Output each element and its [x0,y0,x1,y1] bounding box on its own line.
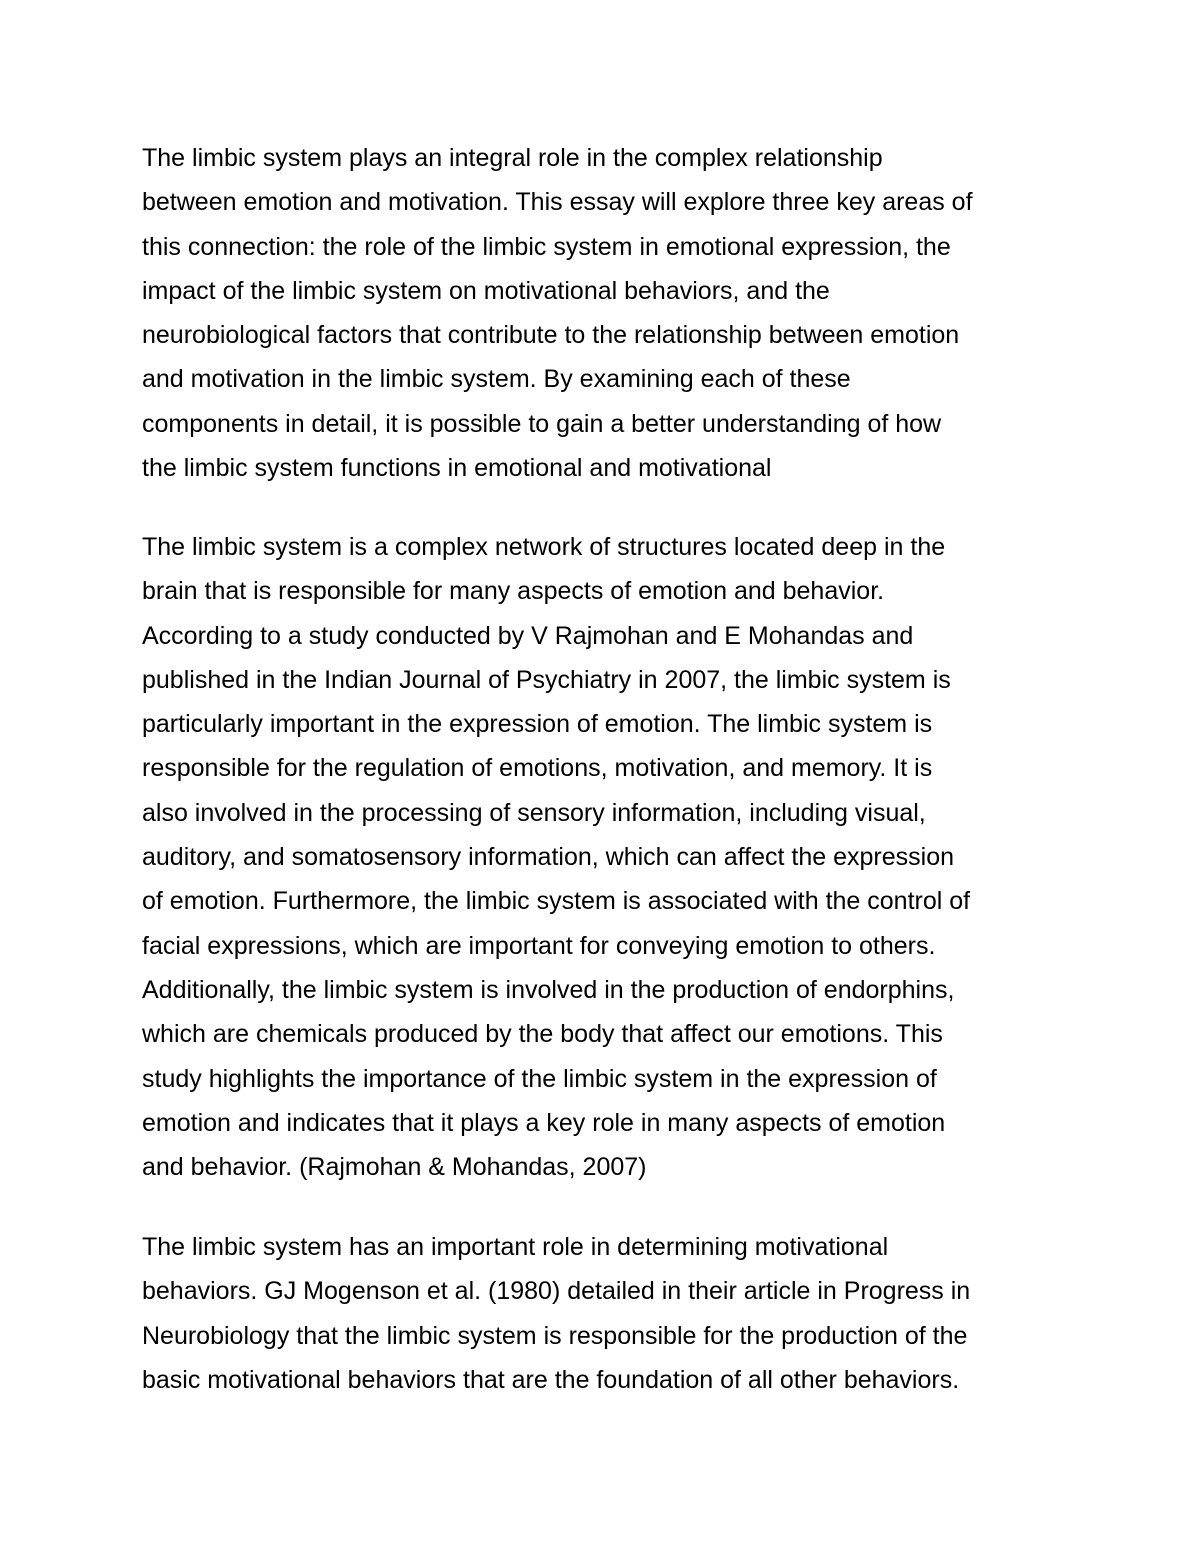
paragraph-line: published in the Indian Journal of Psychiatry in 2007, the limbic system is [142,665,951,694]
paragraph-line: which are chemicals produced by the body that affect our emotions. This [142,1020,943,1049]
paragraph-line: particularly important in the expression of emotion. The limbic system is [142,710,933,739]
paragraph-line: responsible for the regulation of emotions, motivation, and memory. It is [142,754,933,783]
paragraph-line: neurobiological factors that contribute to the relationship between emotion [142,321,960,350]
paragraph-line: the limbic system functions in emotional and motivational [142,454,772,483]
paragraph-emotional-expression [142,525,1072,1189]
paragraph-line: impact of the limbic system on motivational behaviors, and the [142,276,830,305]
paragraph-line: The limbic system plays an integral role in the complex relationship [142,144,883,172]
paragraph-line: behaviors. GJ Mogenson et al. (1980) detailed in their article in Progress in [142,1277,971,1306]
paragraph-introduction [142,136,1072,490]
paragraph-motivational-behaviors [142,1225,1072,1402]
paragraph-line: this connection: the role of the limbic system in emotional expression, the [142,232,951,261]
paragraph-line: The limbic system has an important role in determining motivational [142,1233,889,1261]
paragraph-line: facial expressions, which are important for conveying emotion to others. [142,931,936,960]
paragraph-line: auditory, and somatosensory information, which can affect the expression [142,843,955,872]
paragraph-line: and behavior. (Rajmohan & Mohandas, 2007) [142,1153,647,1182]
paragraph-line: also involved in the processing of sensory information, including visual, [142,798,926,827]
paragraph-line: study highlights the importance of the limbic system in the expression of [142,1064,937,1093]
paragraph-line: According to a study conducted by V Rajmohan and E Mohandas and [142,621,914,650]
paragraph-line: of emotion. Furthermore, the limbic system is associated with the control of [142,887,971,916]
paragraph-line: and motivation in the limbic system. By examining each of these [142,365,851,394]
paragraph-line: The limbic system is a complex network of structures located deep in the [142,533,946,561]
paragraph-line: components in detail, it is possible to gain a better understanding of how [142,409,942,438]
paragraph-line: Neurobiology that the limbic system is responsible for the production of the [142,1321,968,1350]
paragraph-line: basic motivational behaviors that are the foundation of all other behaviors. [142,1365,960,1394]
paragraph-line: brain that is responsible for many aspects of emotion and behavior. [142,577,885,606]
paragraph-line: Additionally, the limbic system is involved in the production of endorphins, [142,975,955,1004]
paragraph-line: between emotion and motivation. This essay will explore three key areas of [142,188,973,217]
paragraph-line: emotion and indicates that it plays a key role in many aspects of emotion [142,1108,946,1137]
